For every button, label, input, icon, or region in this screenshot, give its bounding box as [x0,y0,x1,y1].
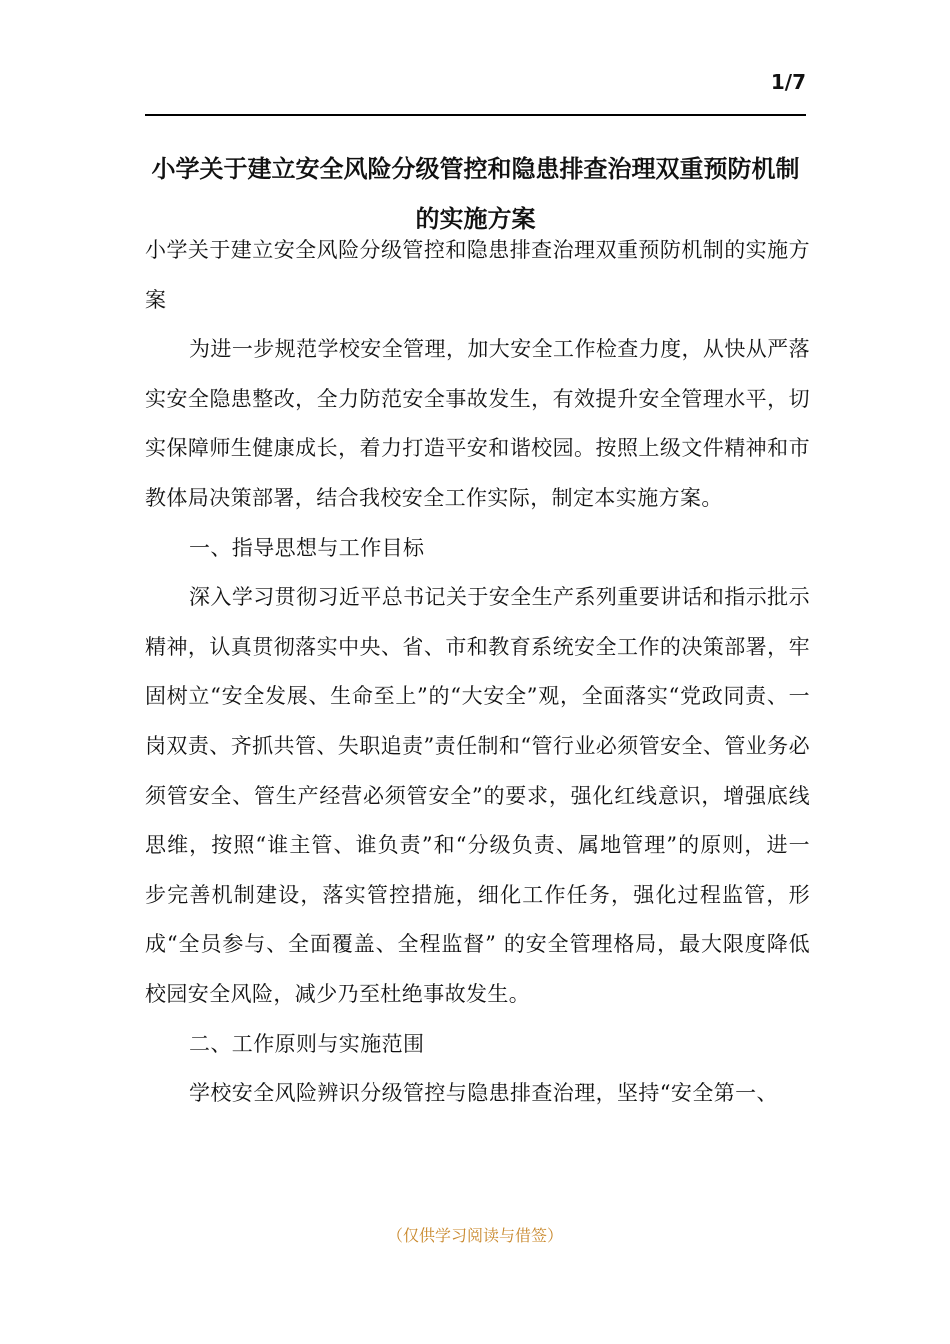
section-1-paragraph: 深入学习贯彻习近平总书记关于安全生产系列重要讲话和指示批示精神，认真贯彻落实中央、省、市和教育系统安全工作的决策部署，牢固树立“安全发展、生命至上”的“大安全”观，全面落实“党政同责、一岗双责、齐抓共管、失职追责”责任制和“管行业必须管安全、管业务必须管安全、管生产经营必须管安全”的要求，强化红线意识，增强底线思维，按照“谁主管、谁负责”和“分级负责、属地管理”的原则，进一步完善机制建设，落实管控措施，细化工作任务，强化过程监管，形成“全员参与、全面覆盖、全程监督” 的安全管理格局，最大限度降低校园安全风险，减少乃至杜绝事故发生。 [145,585,810,1006]
document-body [145,226,810,1119]
section-2-paragraph: 学校安全风险辨识分级管控与隐患排查治理，坚持“安全第一、 [189,1081,778,1106]
document-title: 小学关于建立安全风险分级管控和隐患排查治理双重预防机制的实施方案 [151,155,800,234]
section-heading-2: 二、工作原则与实施范围 [189,1031,425,1056]
intro-paragraph: 为进一步规范学校安全管理，加大安全工作检查力度，从快从严落实安全隐患整改，全力防范安全事故发生，有效提升安全管理水平，切实保障师生健康成长，着力打造平安和谐校园。按照上级文件精神和市教体局决策部署，结合我校安全工作实际，制定本实施方案。 [145,337,810,510]
subtitle-paragraph: 小学关于建立安全风险分级管控和隐患排查治理双重预防机制的实施方案 [145,238,810,312]
footer-note: （仅供学习阅读与借签） [386,1226,563,1245]
header-divider [145,114,806,116]
section-heading-1: 一、指导思想与工作目标 [189,535,425,560]
page-number: 1/7 [770,70,806,94]
